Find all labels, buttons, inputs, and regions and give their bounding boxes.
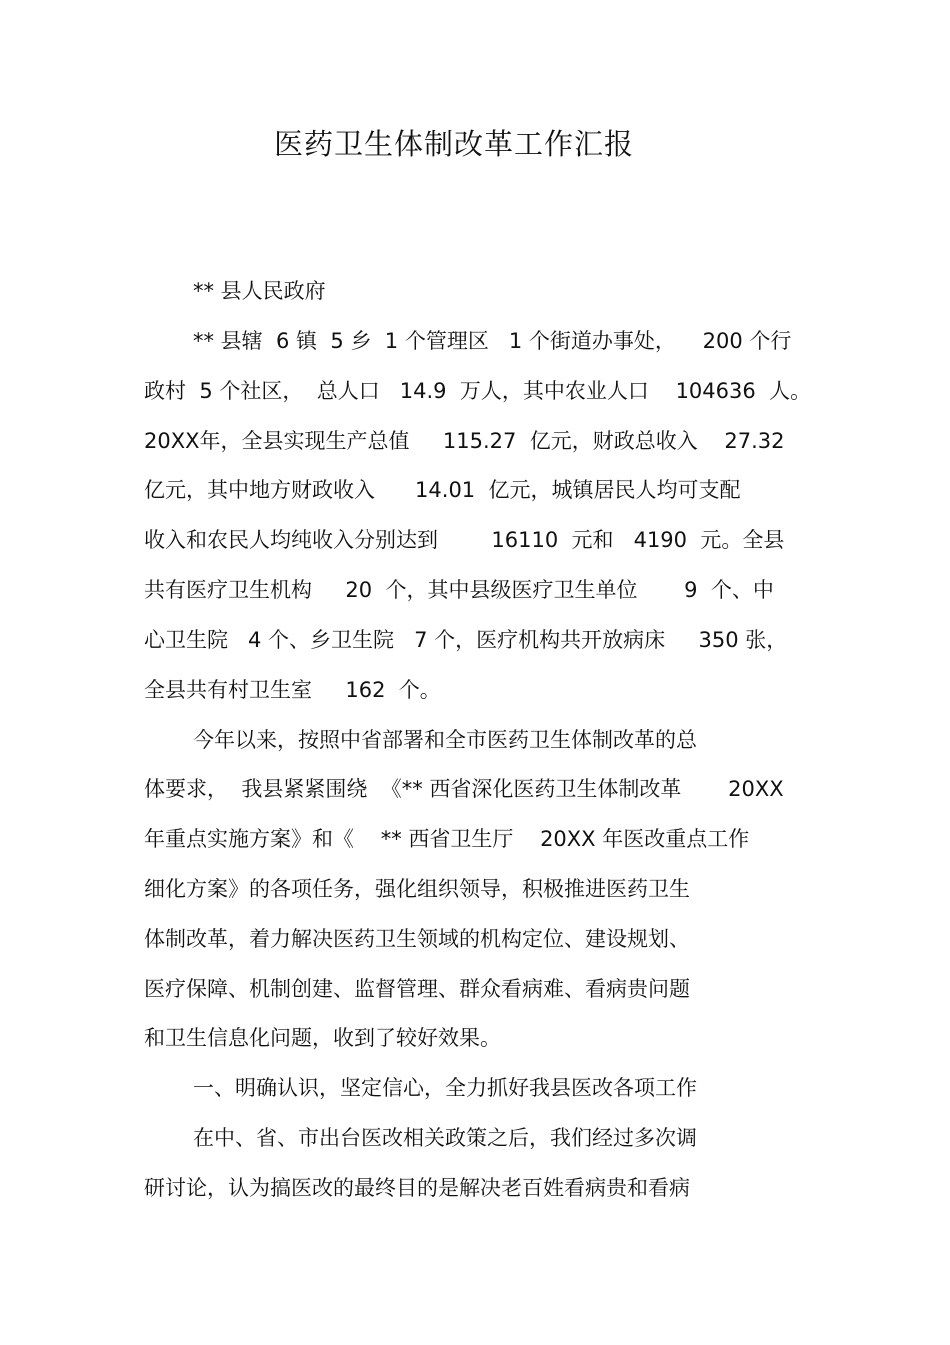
paragraph-line: 医疗保障、机制创建、监督管理、群众看病难、看病贵问题: [144, 977, 690, 1001]
paragraph-line: 和卫生信息化问题，收到了较好效果。: [144, 1026, 501, 1050]
section-heading: 一、明确认识，坚定信心，全力抓好我县医改各项工作: [193, 1076, 697, 1100]
paragraph-line: 研讨论，认为搞医改的最终目的是解决老百姓看病贵和看病: [144, 1176, 690, 1200]
paragraph-line: 共有医疗卫生机构 20 个，其中县级医疗卫生单位 9 个、中: [144, 578, 774, 602]
paragraph-line: 体要求， 我县紧紧围绕 《** 西省深化医药卫生体制改革 20XX: [144, 777, 784, 801]
paragraph-line: 心卫生院 4 个、乡卫生院 7 个，医疗机构共开放病床 350 张，: [144, 628, 788, 652]
paragraph-line: 全县共有村卫生室 162 个。: [144, 678, 441, 702]
paragraph-line: 体制改革，着力解决医药卫生领域的机构定位、建设规划、: [144, 927, 690, 951]
paragraph-line: ** 县辖 6 镇 5 乡 1 个管理区 1 个街道办事处， 200 个行: [193, 329, 792, 353]
paragraph-line: 政村 5 个社区， 总人口 14.9 万人，其中农业人口 104636 人。: [144, 379, 812, 403]
document-title: 医药卫生体制改革工作汇报: [273, 127, 634, 161]
paragraph-line: 在中、省、市出台医改相关政策之后，我们经过多次调: [193, 1126, 697, 1150]
paragraph-line: 收入和农民人均纯收入分别达到 16110 元和 4190 元。全县: [144, 528, 785, 552]
paragraph-line: 今年以来，按照中省部署和全市医药卫生体制改革的总: [193, 728, 697, 752]
author-line: ** 县人民政府: [193, 279, 326, 303]
paragraph-line: 亿元，其中地方财政收入 14.01 亿元，城镇居民人均可支配: [144, 478, 741, 502]
paragraph-line: 细化方案》的各项任务，强化组织领导，积极推进医药卫生: [144, 877, 690, 901]
paragraph-line: 20XX年，全县实现生产总值 115.27 亿元，财政总收入 27.32: [144, 429, 785, 453]
paragraph-line: 年重点实施方案》和《 ** 西省卫生厅 20XX 年医改重点工作: [144, 827, 750, 851]
